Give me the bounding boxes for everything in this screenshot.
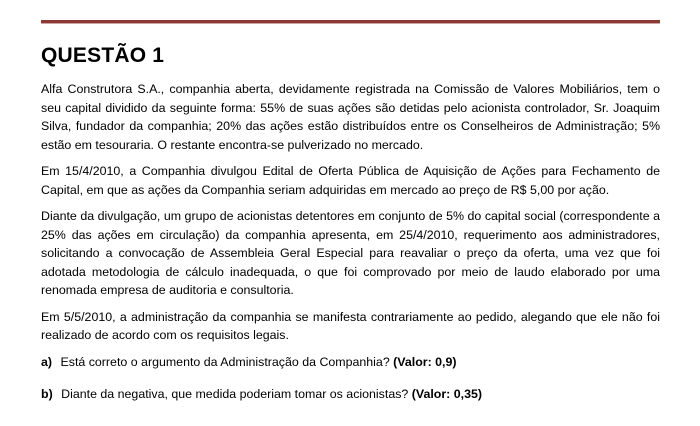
question-text: Está correto o argumento da Administração da Companhia? — [60, 354, 394, 369]
paragraph-2: Em 15/4/2010, a Companhia divulgou Edital de Oferta Pública de Aquisição de Ações para Fechamento de Capital, em que as ações da Companhia seriam adquiridas em mercado ao preço de R$ 5,00 por ação. — [41, 164, 660, 197]
question-item-b — [41, 385, 660, 404]
question-value: (Valor: 0,9) — [393, 354, 457, 369]
question-letter: a) — [41, 354, 53, 369]
question-body — [41, 80, 660, 404]
question-letter: b) — [41, 387, 53, 401]
question-text: Diante da negativa, que medida poderiam tomar os acionistas? — [61, 387, 412, 401]
header-rule-shadow — [41, 23, 660, 24]
question-title: QUESTÃO 1 — [41, 44, 165, 67]
paragraph-4: Em 5/5/2010, a administração da companhia se manifesta contrariamente ao pedido, alegando que ele não foi realizado de acordo com os requisitos legais. — [41, 309, 660, 342]
document-page — [41, 20, 660, 418]
paragraph-1: Alfa Construtora S.A., companhia aberta, devidamente registrada na Comissão de Valores Mobiliários, tem o seu capital dividido da seguinte forma: 55% de suas ações são detidas pelo acionista controlador, Sr. Joaquim Silva, fundador da companhia; 20% das ações estão distribuídos entre os Conselheiros de Administração; 5% estão em tesouraria. O restante encontra-se pulverizado no mercado. — [41, 82, 660, 152]
question-item-a — [41, 353, 660, 372]
paragraph-3: Diante da divulgação, um grupo de acionistas detentores em conjunto de 5% do capital social (correspondente a 25% das ações em circulação) da companhia apresenta, em 25/4/2010, requerimento aos administradores, solicitando a convocação de Assembleia Geral Especial para reavaliar o preço da oferta, uma vez que foi adotada metodologia de cálculo inadequada, o que foi comprovado por meio de laudo elaborado por uma renomada empresa de auditoria e consultoria. — [41, 209, 660, 297]
question-value: (Valor: 0,35) — [411, 387, 482, 401]
